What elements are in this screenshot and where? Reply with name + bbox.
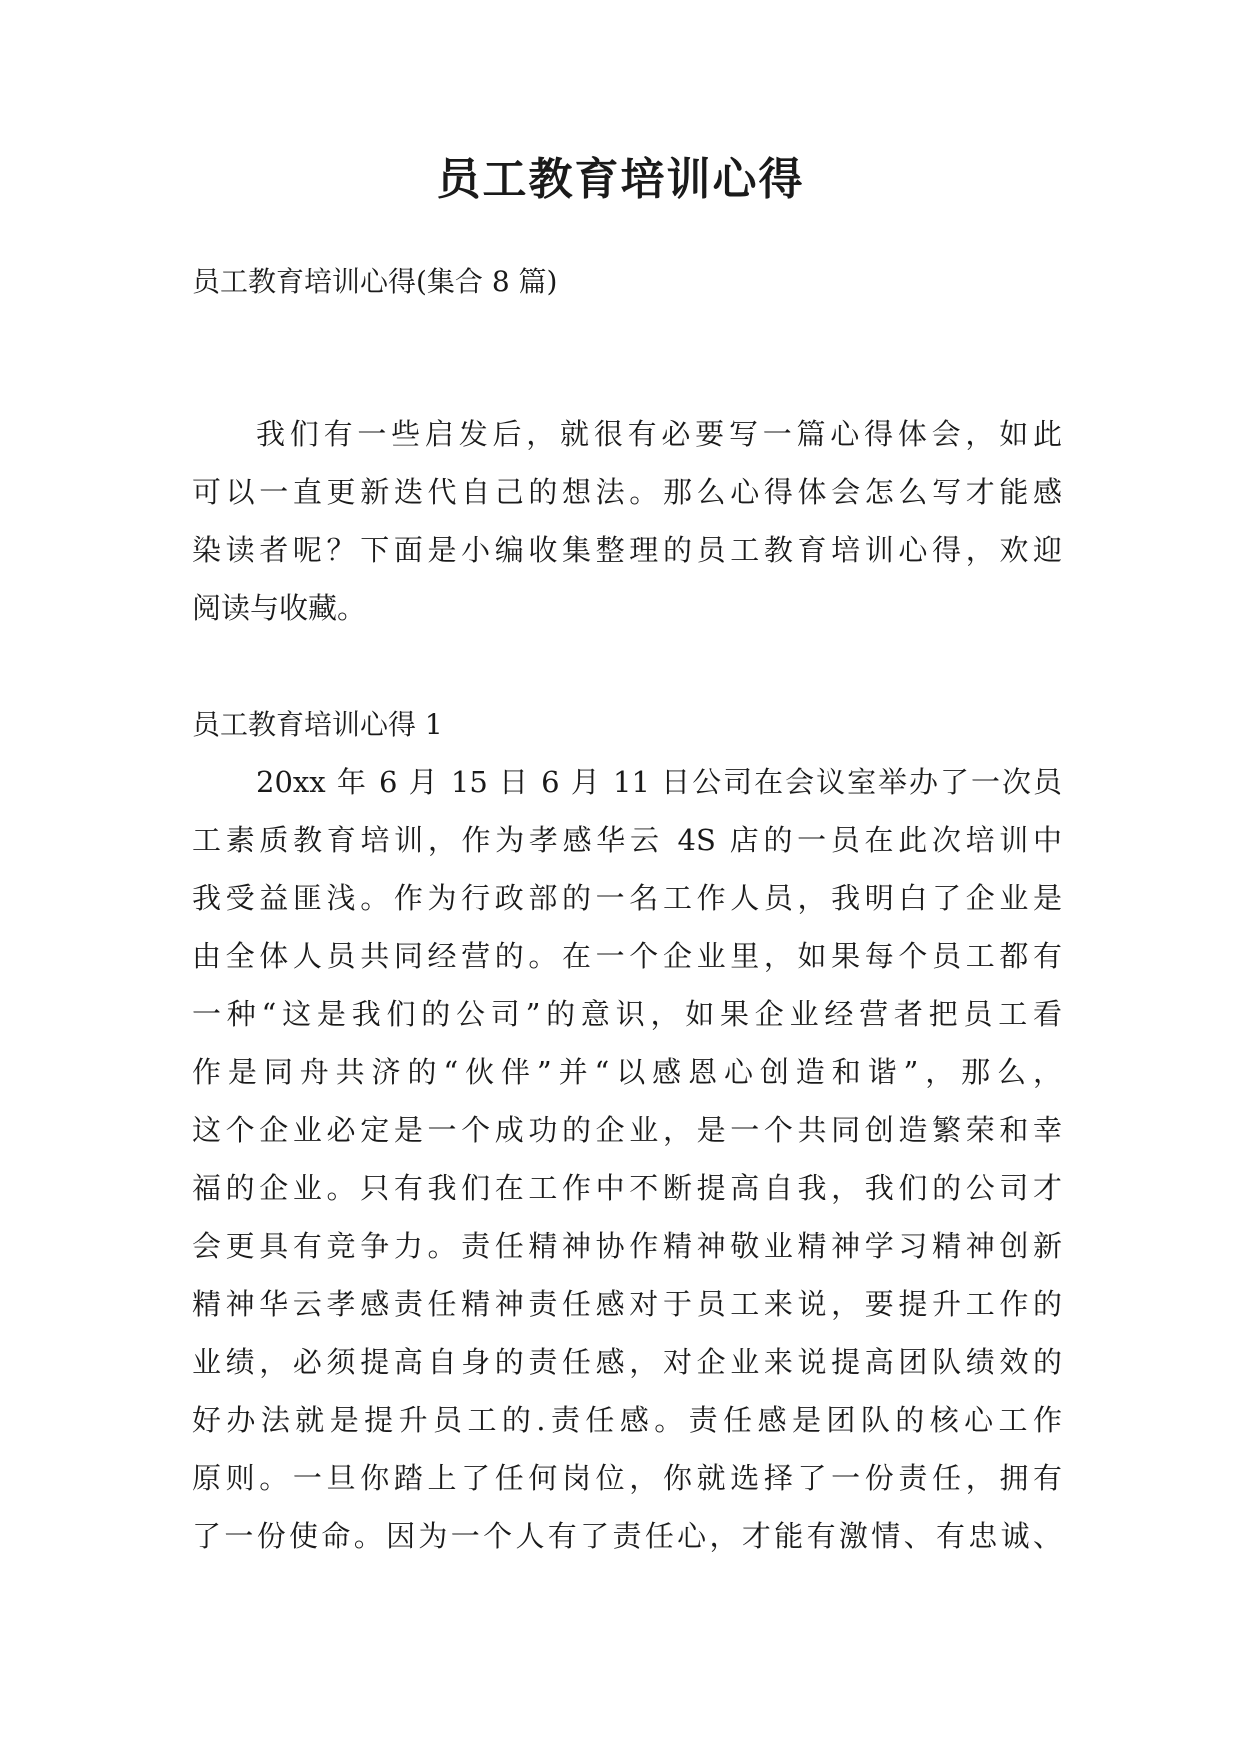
body-paragraph — [192, 753, 1062, 1565]
body-line: 一种“这是我们的公司”的意识，如果企业经营者把员工看 — [192, 997, 1062, 1031]
body-line: 业绩，必须提高自身的责任感，对企业来说提高团队绩效的 — [192, 1345, 1062, 1379]
document-subtitle: 员工教育培训心得(集合 8 篇) — [192, 265, 558, 298]
document-title: 员工教育培训心得 — [436, 154, 805, 205]
section-heading: 员工教育培训心得 1 — [192, 708, 443, 741]
intro-line: 阅读与收藏。 — [192, 591, 367, 625]
intro-paragraph — [192, 405, 1062, 637]
body-line: 由全体人员共同经营的。在一个企业里，如果每个员工都有 — [192, 939, 1062, 973]
body-line: 了一份使命。因为一个人有了责任心，才能有激情、有忠诚、 — [192, 1519, 1062, 1553]
body-line: 20xx 年 6 月 15 日 6 月 11 日公司在会议室举办了一次员 — [256, 765, 1062, 799]
body-line: 作是同舟共济的“伙伴”并“以感恩心创造和谐”，那么， — [192, 1055, 1062, 1089]
intro-line: 我们有一些启发后，就很有必要写一篇心得体会，如此 — [256, 417, 1062, 451]
body-line: 福的企业。只有我们在工作中不断提高自我，我们的公司才 — [192, 1171, 1062, 1205]
body-line: 我受益匪浅。作为行政部的一名工作人员，我明白了企业是 — [192, 881, 1062, 915]
intro-line: 染读者呢？下面是小编收集整理的员工教育培训心得，欢迎 — [192, 533, 1062, 567]
body-line: 原则。一旦你踏上了任何岗位，你就选择了一份责任，拥有 — [192, 1461, 1062, 1495]
body-line: 会更具有竞争力。责任精神协作精神敬业精神学习精神创新 — [192, 1229, 1062, 1263]
body-line: 精神华云孝感责任精神责任感对于员工来说，要提升工作的 — [192, 1287, 1062, 1321]
body-line: 好办法就是提升员工的.责任感。责任感是团队的核心工作 — [192, 1403, 1062, 1437]
body-line: 这个企业必定是一个成功的企业，是一个共同创造繁荣和幸 — [192, 1113, 1062, 1147]
body-line: 工素质教育培训，作为孝感华云 4S 店的一员在此次培训中 — [192, 823, 1062, 857]
intro-line: 可以一直更新迭代自己的想法。那么心得体会怎么写才能感 — [192, 475, 1062, 509]
